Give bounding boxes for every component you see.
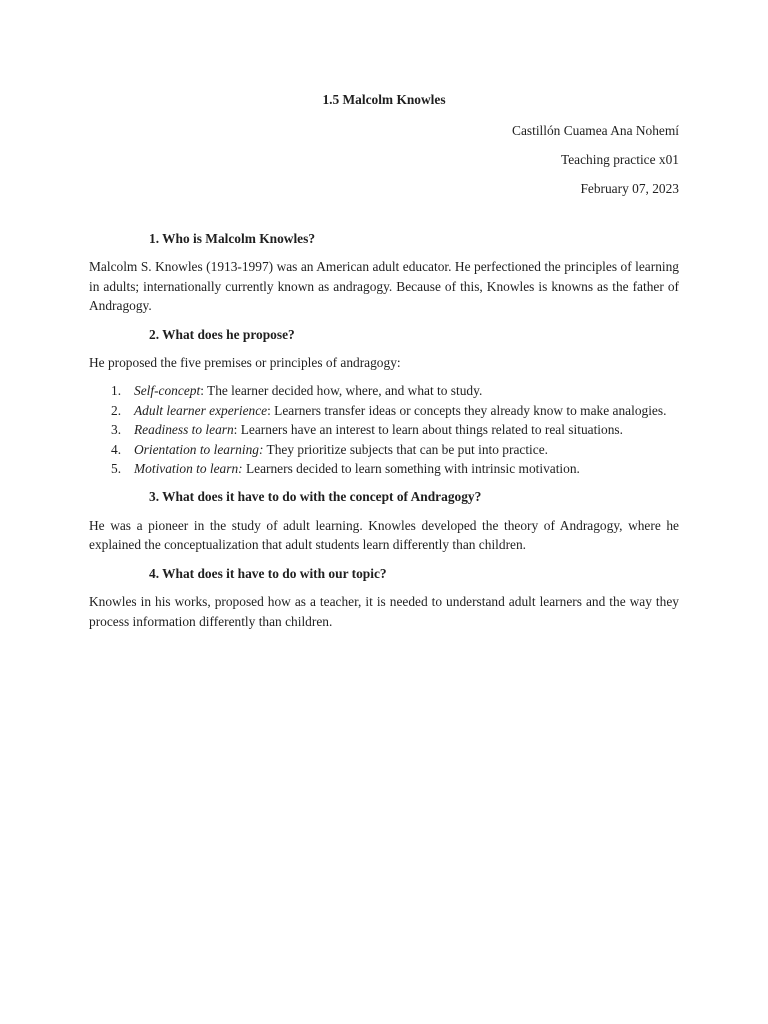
section-4-heading: 4. What does it have to do with our topic? — [149, 565, 387, 581]
list-item-number: 1. — [111, 383, 122, 399]
list-item-number: 2. — [111, 402, 122, 418]
document-meta — [89, 112, 679, 199]
list-item-term: Adult learner experience — [134, 402, 268, 418]
list-item — [89, 420, 679, 439]
section-4-paragraph: Knowles in his works, proposed how as a teacher, it is needed to understand adult learners and the way they process information differently than children. — [89, 594, 679, 629]
list-item-number: 3. — [111, 422, 122, 438]
document-page — [89, 90, 679, 631]
section-3-paragraph: He was a pioneer in the study of adult learning. Knowles developed the theory of Andragogy, where he explained the conceptualization that adult students learn differently than children. — [89, 517, 679, 553]
section-1-heading: 1. Who is Malcolm Knowles? — [149, 231, 316, 246]
list-item-text: Learners decided to learn something with intrinsic motivation. — [242, 461, 580, 477]
document-title: 1.5 Malcolm Knowles — [322, 92, 446, 107]
list-item-term: Motivation to learn: — [134, 461, 243, 477]
author-name: Castillón Cuamea Ana Nohemí — [512, 123, 679, 138]
list-item-number: 5. — [111, 461, 122, 477]
list-item-term: Orientation to learning: — [134, 441, 264, 457]
course-name: Teaching practice x01 — [560, 152, 679, 167]
list-item-term: Self-concept — [134, 383, 201, 399]
section-2-paragraph: He proposed the five premises or principles of andragogy: — [89, 355, 401, 371]
list-item-text: : Learners transfer ideas or concepts they already know to make analogies. — [267, 402, 667, 418]
section-3-heading: 3. What does it have to do with the concept of Andragogy? — [149, 489, 482, 505]
list-item-text: They prioritize subjects that can be put into practice. — [263, 441, 549, 457]
section-1-paragraph: Malcolm S. Knowles (1913-1997) was an American adult educator. He perfectioned the principles of learning in adults; internationally currently known as andragogy. Because of this, Knowles is knowns as the father of Andragogy. — [89, 259, 679, 314]
list-item — [89, 440, 679, 459]
list-item-text: : The learner decided how, where, and what to study. — [200, 383, 483, 399]
document-date: February 07, 2023 — [580, 181, 679, 196]
list-item-text: : Learners have an interest to learn about things related to real situations. — [233, 422, 623, 438]
principles-list — [89, 381, 679, 478]
list-item — [89, 401, 679, 420]
list-item-term: Readiness to learn — [134, 422, 234, 438]
list-item — [89, 459, 679, 478]
list-item-number: 4. — [111, 441, 122, 457]
section-2-heading: 2. What does he propose? — [149, 326, 295, 342]
list-item — [89, 381, 679, 400]
